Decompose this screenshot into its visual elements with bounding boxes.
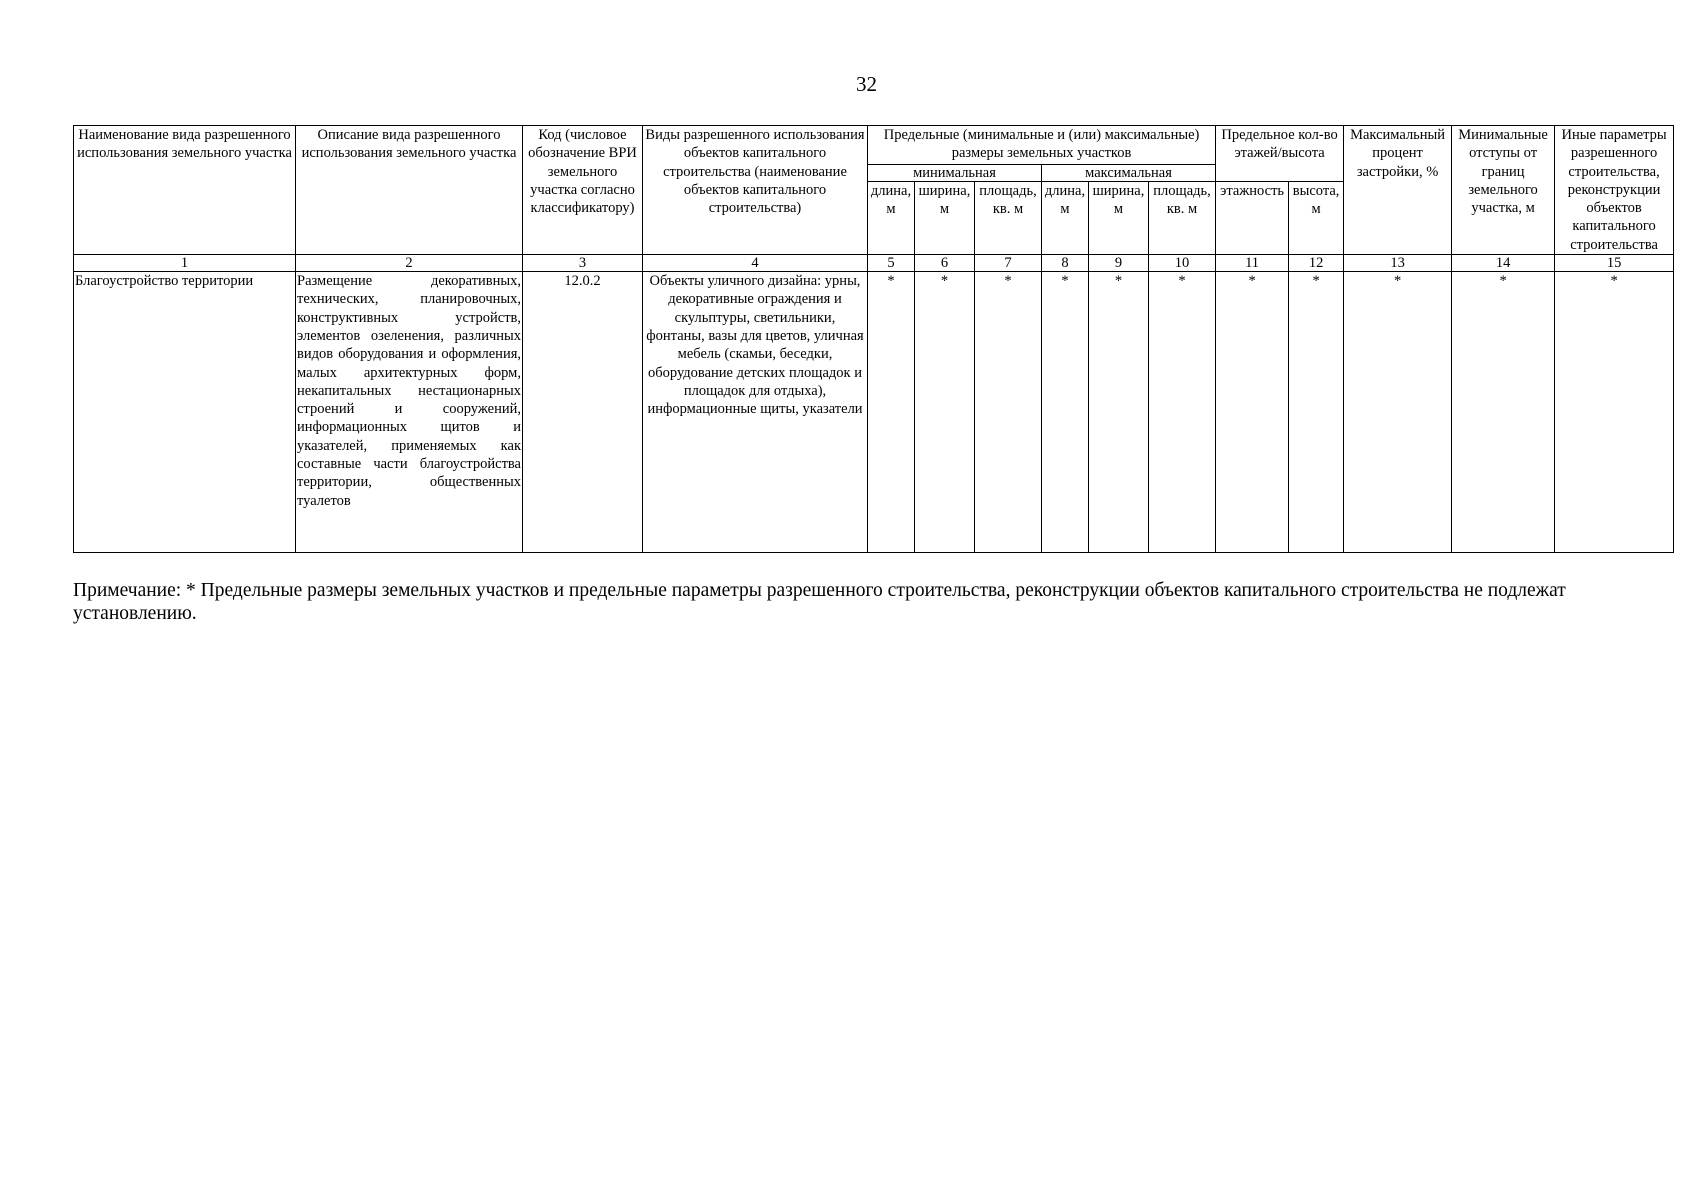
header-max-area: площадь, кв. м [1149,182,1216,255]
row-name: Благоустройство территории [74,272,296,553]
header-min-setbacks: Минимальные отступы от границ земельного участка, м [1452,126,1555,255]
header-description: Описание вида разрешенного использования земельного участка [296,126,523,255]
column-number: 13 [1344,255,1452,272]
row-value: * [1149,272,1216,553]
row-value: * [975,272,1042,553]
column-number: 7 [975,255,1042,272]
header-min-width: ширина, м [915,182,975,255]
column-number: 14 [1452,255,1555,272]
column-number: 10 [1149,255,1216,272]
header-height: высота, м [1289,182,1344,255]
column-number: 2 [296,255,523,272]
column-number: 5 [868,255,915,272]
table-row [74,272,1674,553]
header-floors: этажность [1216,182,1289,255]
header-min-length: длина, м [868,182,915,255]
column-number: 4 [643,255,868,272]
row-objects: Объекты уличного дизайна: урны, декоративные ограждения и скульптуры, светильники, фонтаны, вазы для цветов, уличная мебель (скамьи, беседки, оборудование детских площадок и площадок для отдыха), информационные щиты, указатели [643,272,868,553]
column-number-row [74,255,1674,272]
column-number: 1 [74,255,296,272]
header-maximal: максимальная [1042,164,1216,181]
page-number: 32 [856,72,877,96]
land-use-table [73,125,1674,553]
column-number: 8 [1042,255,1089,272]
row-value: * [1216,272,1289,553]
header-max-width: ширина, м [1089,182,1149,255]
header-name: Наименование вида разрешенного использования земельного участка [74,126,296,255]
column-number: 11 [1216,255,1289,272]
column-number: 9 [1089,255,1149,272]
column-number: 3 [523,255,643,272]
header-row-1 [74,126,1674,165]
row-value: * [868,272,915,553]
column-number: 12 [1289,255,1344,272]
header-floors-group: Предельное кол-во этажей/высота [1216,126,1344,182]
header-minimal: минимальная [868,164,1042,181]
row-value: * [1344,272,1452,553]
header-max-length: длина, м [1042,182,1089,255]
row-description: Размещение декоративных, технических, планировочных, конструктивных устройств, элементов озеленения, различных видов оборудования и оформления, малых архитектурных форм, некапитальных нестационарных строений и сооружений, информационных щитов и указателей, применяемых как составные части благоустройства территории, общественных туалетов [296,272,523,553]
footnote: Примечание: * Предельные размеры земельных участков и предельные параметры разрешенного строительства, реконструкции объектов капитального строительства не подлежат установлению. [73,580,1566,624]
header-plot-sizes: Предельные (минимальные и (или) максимальные) размеры земельных участков [868,126,1216,165]
row-code: 12.0.2 [523,272,643,553]
header-min-area: площадь, кв. м [975,182,1042,255]
row-value: * [1452,272,1555,553]
header-code: Код (числовое обозначение ВРИ земельного участка согласно классификатору) [523,126,643,255]
header-object-types: Виды разрешенного использования объектов капитального строительства (наименование объектов капитального строительства) [643,126,868,255]
row-value: * [915,272,975,553]
column-number: 6 [915,255,975,272]
row-value: * [1289,272,1344,553]
row-value: * [1089,272,1149,553]
row-value: * [1042,272,1089,553]
header-max-percent: Максимальный процент застройки, % [1344,126,1452,255]
header-other-params: Иные параметры разрешенного строительства, реконструкции объектов капитального строительства [1555,126,1674,255]
column-number: 15 [1555,255,1674,272]
row-value: * [1555,272,1674,553]
